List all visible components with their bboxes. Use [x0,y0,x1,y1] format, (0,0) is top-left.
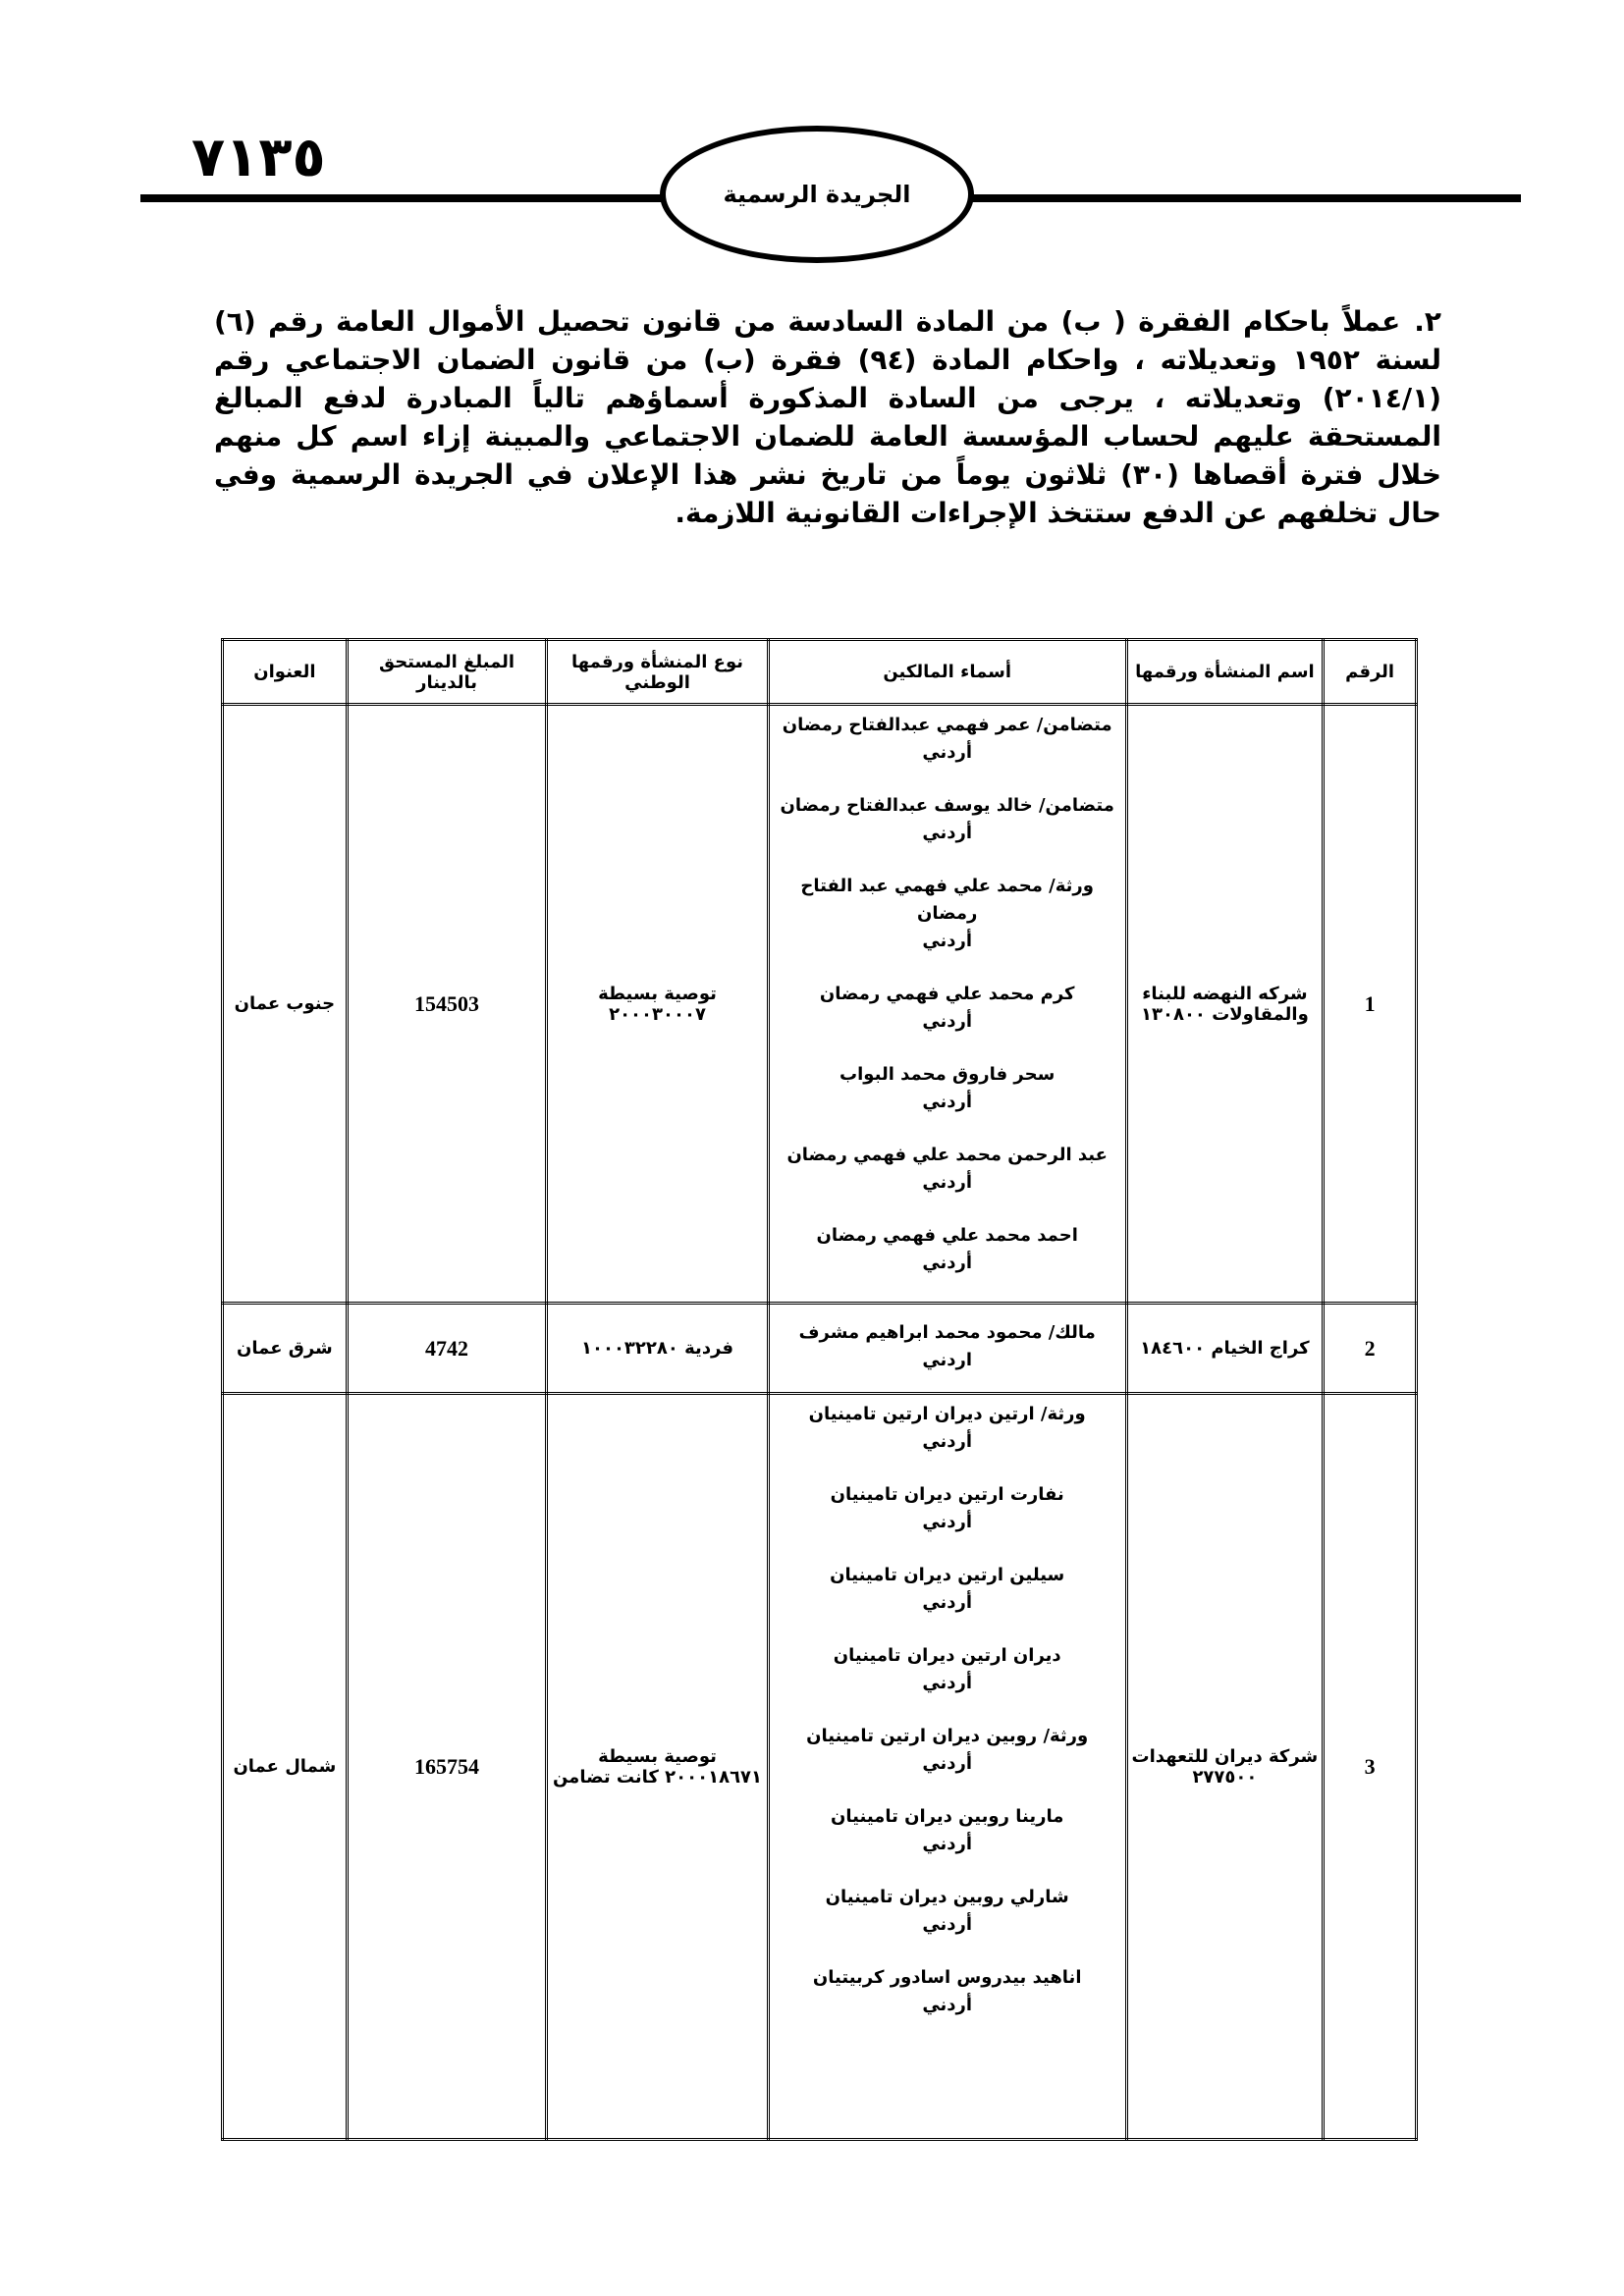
amount-due: 4742 [347,1304,547,1394]
owner-entry [770,792,1125,847]
address: شمال عمان [223,1394,348,2140]
owner-entry [770,1884,1125,1939]
owner-name: ورثة/ ارتين ديران ارتين تامينيان [808,1404,1086,1424]
table-row [223,705,1417,1304]
table-row [223,1304,1417,1394]
owner-nationality: أردني [922,1512,973,1532]
establishment-type: توصية بسيطة ٢٠٠٠١٨٦٧١ كانت تضامن [547,1394,768,2140]
owner-entry [770,1803,1125,1858]
amount-due: 154503 [347,705,547,1304]
row-number: 3 [1324,1394,1417,2140]
owner-nationality: أردني [922,823,973,843]
notice-paragraph [214,302,1441,532]
owner-name: مالك/ محمود محمد ابراهيم مشرف [798,1321,1096,1343]
row-number: 2 [1324,1304,1417,1394]
establishment-type: فردية ١٠٠٠٣٢٢٨٠ [547,1304,768,1394]
notice-text: عملاً باحكام الفقرة ( ب) من المادة السادسة من قانون تحصيل الأموال العامة رقم (٦) لسنة ١٩٥٢ وتعديلاته ، واحكام المادة (٩٤) فقرة (ب) من قانون الضمان الاجتماعي رقم (٢٠١٤/١) وتعديلاته ، يرجى من السادة المذكورة أسماؤهم تالياً المبادرة لدفع المبالغ المستحقة عليهم لحساب المؤسسة العامة للضمان الاجتماعي والمبينة إزاء اسم كل منهم خلال فترة أقصاها (٣٠) ثلاثون يوماً من تاريخ نشر هذا الإعلان في الجريدة الرسمية وفي حال تخلفهم عن الدفع ستتخذ الإجراءات القانونية اللازمة. [214,305,1442,529]
table-header-row [223,640,1417,705]
owner-nationality: أردني [922,1092,973,1112]
page-number: ٧١٣٥ [191,126,326,189]
owner-nationality: أردني [922,1253,973,1273]
owner-name: ديران ارتين ديران تامينيان [833,1645,1061,1666]
table-row [223,1394,1417,2140]
header-establishment: اسم المنشأة ورقمها [1126,640,1324,705]
header-amount: المبلغ المستحق بالدينار [347,640,547,705]
owner-name: نفارت ارتين ديران تامينيان [830,1484,1064,1505]
establishment-name: شركة ديران للتعهدات ٢٧٧٥٠٠ [1126,1394,1324,2140]
owner-entry [770,1319,1125,1374]
establishment-name: كراج الخيام ١٨٤٦٠٠ [1126,1304,1324,1394]
establishment-type: توصية بسيطة ٢٠٠٠٣٠٠٠٧ [547,705,768,1304]
header-owners: أسماء المالكين [768,640,1126,705]
owner-name: احمد محمد علي فهمي رمضان [816,1225,1078,1246]
owner-entry [770,1061,1125,1116]
owner-name: ورثة/ روبين ديران ارتين تامينيان [806,1726,1089,1746]
owner-nationality: أردني [922,1753,973,1774]
owner-name: متضامن/ خالد يوسف عبدالفتاح رمضان [780,795,1114,816]
owner-entry [770,1481,1125,1536]
owner-nationality: أردني [922,1172,973,1193]
owner-name: كرم محمد علي فهمي رمضان [819,984,1075,1004]
owner-name: ورثة/ محمد علي فهمي عبد الفتاح رمضان [800,876,1094,924]
debtors-table [221,638,1418,2141]
owner-nationality: أردني [922,1914,973,1935]
amount-due: 165754 [347,1394,547,2140]
owner-entry [770,1723,1125,1778]
notice-number: ٢. [1414,305,1441,338]
owner-name: متضامن/ عمر فهمي عبدالفتاح رمضان [782,715,1112,735]
establishment-name: شركه النهضه للبناء والمقاولات ١٣٠٨٠٠ [1126,705,1324,1304]
owner-nationality: أردني [922,931,973,951]
owners-cell [768,705,1126,1304]
owner-entry [770,1562,1125,1617]
owner-name: سحر فاروق محمد البواب [839,1064,1056,1085]
owner-name: مارينا روبين ديران تامينيان [831,1806,1064,1827]
owner-name: شارلي روبين ديران تامينيان [825,1887,1069,1907]
owner-nationality: أردني [922,1011,973,1032]
owner-entry [770,1401,1125,1456]
header-no: الرقم [1324,640,1417,705]
owner-entry [770,981,1125,1036]
owner-nationality: أردني [922,742,973,763]
owner-nationality: اردني [922,1349,973,1370]
owner-entry [770,1142,1125,1197]
owners-cell [768,1394,1126,2140]
owner-entry [770,712,1125,767]
owner-nationality: أردني [922,1673,973,1693]
gazette-title-oval [660,126,974,263]
address: جنوب عمان [223,705,348,1304]
row-number: 1 [1324,705,1417,1304]
owner-nationality: أردني [922,1592,973,1613]
owner-name: سيلين ارتين ديران تامينيان [830,1565,1065,1585]
owner-entry [770,1964,1125,2019]
header-address: العنوان [223,640,348,705]
owner-name: اناهيد بيدروس اسادور كربيتيان [812,1967,1082,1988]
owner-entry [770,873,1125,955]
header-type: نوع المنشأة ورقمها الوطني [547,640,768,705]
owner-entry [770,1642,1125,1697]
owner-entry [770,1222,1125,1277]
gazette-title: الجريدة الرسمية [723,181,911,208]
owner-name: عبد الرحمن محمد علي فهمي رمضان [786,1145,1108,1165]
owner-nationality: أردني [922,1834,973,1854]
owner-nationality: أردني [922,1431,973,1452]
address: شرق عمان [223,1304,348,1394]
owner-nationality: أردني [922,1995,973,2015]
owners-cell [768,1304,1126,1394]
